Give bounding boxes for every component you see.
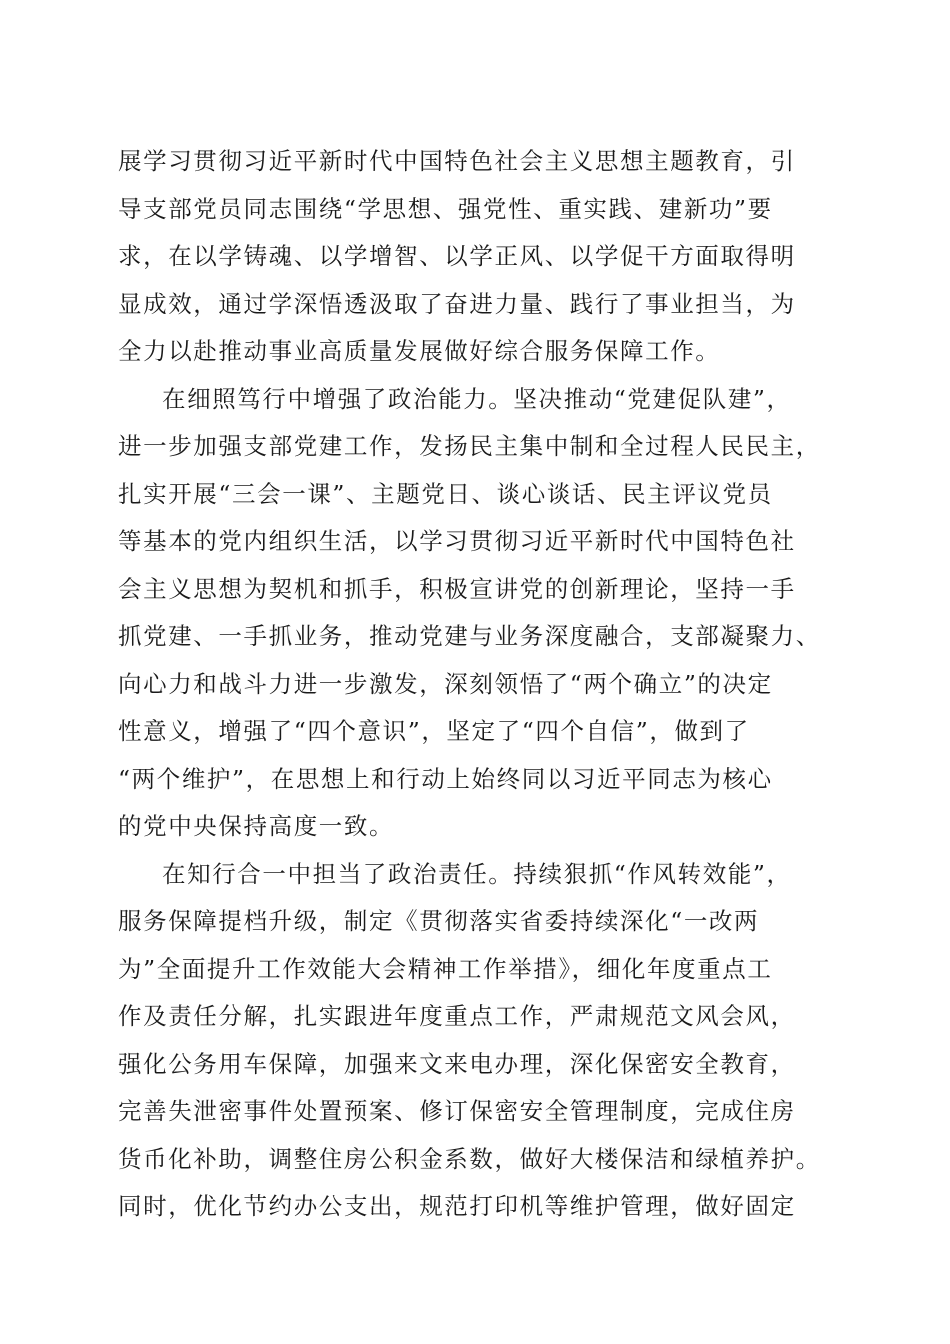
text-line: 导支部党员同志围绕“学思想、强党性、重实践、建新功”要 bbox=[118, 194, 773, 223]
text-line: 扎实开展“三会一课”、主题党日、谈心谈话、民主评议党员 bbox=[118, 479, 773, 508]
text-line: 在细照笃行中增强了政治能力。坚决推动“党建促队建”， bbox=[162, 384, 792, 413]
text-line: 性意义，增强了“四个意识”，坚定了“四个自信”，做到了 bbox=[118, 717, 750, 745]
text-line: “两个维护”，在思想上和行动上始终同以习近平同志为核心 bbox=[118, 764, 773, 793]
document-body bbox=[118, 138, 838, 1231]
text-line: 的党中央保持高度一致。 bbox=[118, 812, 395, 840]
text-line: 在知行合一中担当了政治责任。持续狠抓“作风转效能”， bbox=[162, 859, 792, 888]
text-line: 全力以赴推动事业高质量发展做好综合服务保障工作。 bbox=[118, 337, 721, 365]
text-line: 同时，优化节约办公支出，规范打印机等维护管理，做好固定 bbox=[118, 1192, 796, 1220]
paragraph-1 bbox=[118, 138, 838, 376]
text-line: 进一步加强支部党建工作，发扬民主集中制和全过程人民民主， bbox=[118, 432, 821, 460]
text-line: 抓党建、一手抓业务，推动党建与业务深度融合，支部凝聚力、 bbox=[118, 622, 821, 650]
text-line: 展学习贯彻习近平新时代中国特色社会主义思想主题教育，引 bbox=[118, 147, 796, 175]
text-line: 会主义思想为契机和抓手，积极宣讲党的创新理论，坚持一手 bbox=[118, 574, 796, 603]
text-line: 为”全面提升工作效能大会精神工作举措》，细化年度重点工 bbox=[118, 954, 773, 983]
text-line: 作及责任分解，扎实跟进年度重点工作，严肃规范文风会风， bbox=[118, 1002, 796, 1030]
paragraph-2 bbox=[118, 376, 838, 851]
text-line: 货币化补助，调整住房公积金系数，做好大楼保洁和绿植养护。 bbox=[118, 1144, 821, 1173]
text-line: 完善失泄密事件处置预案、修订保密安全管理制度，完成住房 bbox=[118, 1097, 796, 1125]
text-line: 强化公务用车保障，加强来文来电办理，深化保密安全教育， bbox=[118, 1049, 796, 1078]
text-line: 向心力和战斗力进一步激发，深刻领悟了“两个确立”的决定 bbox=[118, 669, 773, 698]
text-line: 等基本的党内组织生活，以学习贯彻习近平新时代中国特色社 bbox=[118, 527, 796, 555]
text-line: 显成效，通过学深悟透汲取了奋进力量、践行了事业担当，为 bbox=[118, 289, 796, 318]
text-line: 求，在以学铸魂、以学增智、以学正风、以学促干方面取得明 bbox=[118, 242, 796, 270]
paragraph-3 bbox=[118, 851, 838, 1231]
text-line: 服务保障提档升级，制定《贯彻落实省委持续深化“一改两 bbox=[118, 907, 760, 935]
